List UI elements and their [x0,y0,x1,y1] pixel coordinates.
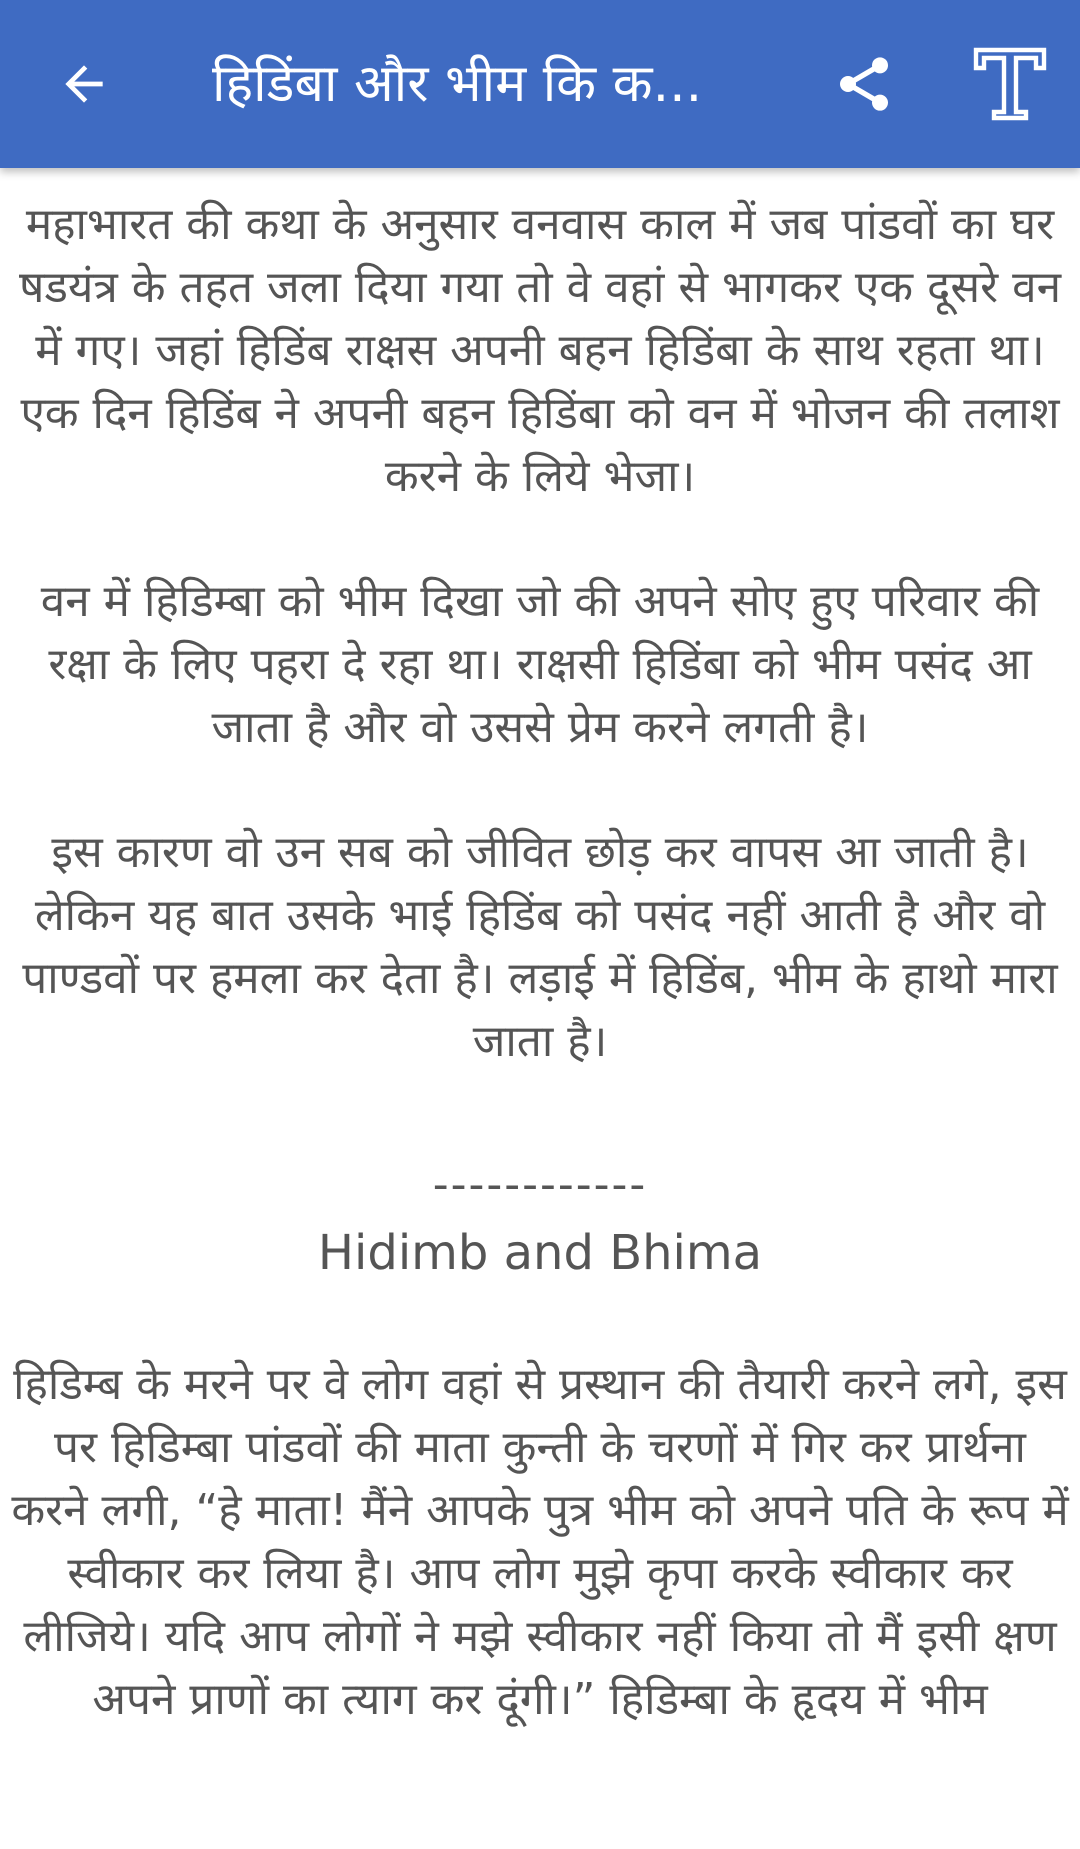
back-button[interactable] [40,40,128,128]
text-format-icon [970,44,1050,124]
story-paragraph-3: इस कारण वो उन सब को जीवित छोड़ कर वापस आ जाती है। लेकिन यह बात उसके भाई हिडिंब को पसंद नहीं आती है और वो पाण्डवों पर हमला कर देता है। लड़ाई में हिडिंब, भीम के हाथो मारा जाता है। [22,827,1058,1067]
app-bar [0,0,1080,168]
story-paragraph-4: हिडिम्ब के मरने पर वे लोग वहां से प्रस्थान की तैयारी करने लगे, इस पर हिडिम्बा पांडवों की माता कुन्ती के चरणों में गिर कर प्रार्थना करने लगी, “हे माता! मैंने आपके पुत्र भीम को अपने पति के रूप में स्वीकार कर लिया है। आप लोग मुझे कृपा करके स्वीकार कर लीजिये। यदि आप लोगों ने मझे स्वीकार नहीं किया तो मैं इसी क्षण अपने प्राणों का त्याग कर दूंगी।” हिडिम्बा के हृदय में भीम [11,1359,1069,1725]
story-content[interactable] [0,168,1080,1849]
section-divider: ------------ [432,1159,648,1210]
share-button[interactable] [820,40,908,128]
story-paragraph-1: महाभारत की कथा के अनुसार वनवास काल में जब पांडवों का घर षडयंत्र के तहत जला दिया गया तो वे वहां से भागकर एक दूसरे वन में गए। जहां हिडिंब राक्षस अपनी बहन हिडिंबा के साथ रहता था। एक दिन हिडिंब ने अपनी बहन हिडिंबा को वन में भोजन की तलाश करने के लिये भेजा। [18,199,1062,502]
section-heading: Hidimb and Bhima [317,1225,763,1281]
arrow-left-icon [56,56,112,112]
share-icon [832,52,896,116]
page-title: हिडिंबा और भीम कि क... [212,54,703,114]
story-paragraph-2: वन में हिडिम्बा को भीम दिखा जो की अपने सोए हुए परिवार की रक्षा के लिए पहरा दे रहा था। राक्षसी हिडिंबा को भीम पसंद आ जाता है और वो उससे प्रेम करने लगती है। [40,576,1040,753]
font-size-button[interactable] [962,36,1058,132]
